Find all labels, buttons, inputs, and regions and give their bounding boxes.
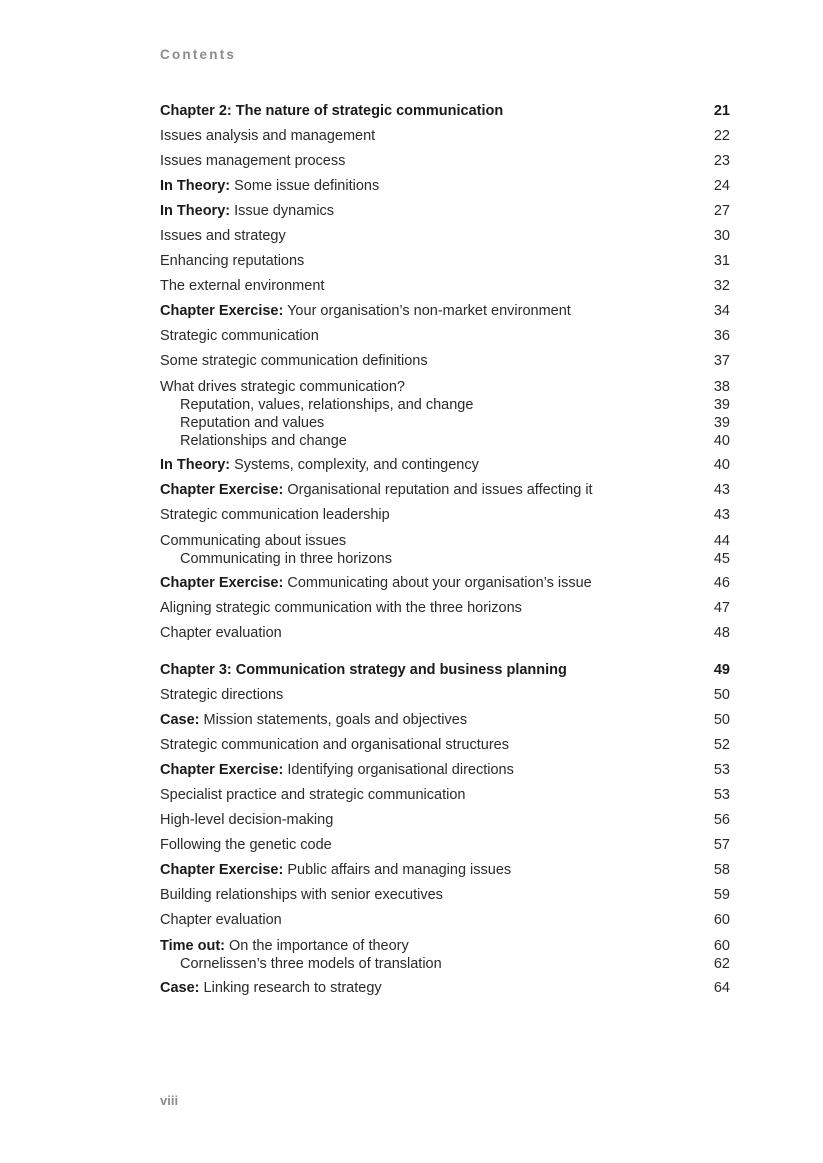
entry-page-number: 64 [713, 980, 730, 996]
entry-label [160, 503, 390, 528]
entry-label [160, 378, 405, 396]
entry-title: Issue dynamics [234, 203, 335, 219]
entry-page-number: 43 [713, 482, 730, 498]
entry-page-number: 40 [713, 432, 730, 449]
toc-entry [160, 933, 730, 976]
entry-label [160, 758, 514, 783]
entry-label [160, 833, 332, 858]
toc-entry[interactable] [160, 124, 730, 149]
toc-entry[interactable] [160, 858, 730, 883]
entry-label [160, 783, 465, 808]
entry-title: Some issue definitions [234, 178, 380, 194]
entry-page-number: 57 [713, 837, 730, 853]
toc-entry[interactable] [160, 808, 730, 833]
entry-prefix: Chapter Exercise: [160, 482, 284, 498]
entry-prefix: Chapter Exercise: [160, 303, 284, 319]
entry-label [160, 274, 324, 299]
toc-entry [160, 374, 730, 453]
toc-entry[interactable] [160, 349, 730, 374]
entry-title: Aligning strategic communication with the three horizons [160, 600, 522, 616]
toc-entry[interactable] [160, 596, 730, 621]
entry-label [160, 124, 375, 149]
entry-page-number: 40 [713, 457, 730, 473]
toc-entry[interactable] [160, 733, 730, 758]
entry-page-number: 39 [713, 414, 730, 431]
entry-title: Building relationships with senior executives [160, 887, 443, 903]
entry-title: Reputation and values [180, 414, 325, 431]
entry-label [160, 224, 286, 249]
entry-title: Chapter evaluation [160, 625, 282, 641]
entry-title: Issues analysis and management [160, 128, 376, 144]
entry-label [160, 299, 571, 324]
toc-subentry[interactable] [160, 414, 730, 432]
toc-entry[interactable] [160, 503, 730, 528]
entry-label [160, 349, 428, 374]
entry-label [180, 432, 347, 450]
page-number: viii [160, 1093, 179, 1108]
entry-title: Communicating in three horizons [180, 550, 392, 567]
entry-title: Relationships and change [180, 432, 347, 449]
toc-entry[interactable] [160, 299, 730, 324]
table-of-contents [160, 99, 730, 1013]
entry-page-number: 31 [713, 253, 730, 269]
chapter-section [160, 658, 730, 1001]
entry-page-number: 60 [713, 937, 730, 954]
entry-title: Enhancing reputations [160, 253, 305, 269]
entry-title: Strategic communication leadership [160, 507, 390, 523]
entry-label [160, 976, 382, 1001]
entry-title: Issues management process [160, 153, 346, 169]
entry-title: Some strategic communication definitions [160, 353, 428, 369]
entry-label [160, 808, 333, 833]
entry-page-number: 36 [713, 328, 730, 344]
entry-page-number: 23 [713, 153, 730, 169]
entry-prefix: Chapter Exercise: [160, 762, 284, 778]
toc-entry [160, 528, 730, 571]
entry-title: What drives strategic communication? [160, 378, 405, 395]
entry-page-number: 24 [713, 178, 730, 194]
running-head: Contents [160, 47, 237, 62]
toc-entry[interactable] [160, 683, 730, 708]
entry-label [160, 532, 346, 550]
entry-title: Strategic communication [160, 328, 319, 344]
chapter-title: Chapter 2: The nature of strategic communication [160, 103, 504, 119]
toc-subentry[interactable] [160, 432, 730, 454]
toc-entry[interactable] [160, 324, 730, 349]
entry-label [160, 478, 593, 503]
toc-entry-line[interactable] [160, 528, 730, 550]
toc-entry[interactable] [160, 621, 730, 646]
entry-label [180, 396, 473, 414]
entry-page-number: 50 [713, 687, 730, 703]
entry-page-number: 34 [713, 303, 730, 319]
entry-title: The external environment [160, 278, 325, 294]
toc-subentry[interactable] [160, 396, 730, 414]
toc-entry[interactable] [160, 708, 730, 733]
entry-label [160, 571, 592, 596]
entry-page-number: 48 [713, 625, 730, 641]
chapter-title: Chapter 3: Communication strategy and business planning [160, 662, 567, 678]
entry-title: Systems, complexity, and contingency [234, 457, 479, 473]
toc-entry[interactable] [160, 478, 730, 503]
entry-title: Issues and strategy [160, 228, 286, 244]
toc-entry[interactable] [160, 149, 730, 174]
toc-entry[interactable] [160, 453, 730, 478]
entry-page-number: 45 [713, 550, 730, 567]
entry-label [160, 683, 283, 708]
entry-page-number: 38 [713, 378, 730, 395]
toc-entry[interactable] [160, 908, 730, 933]
entry-label [160, 199, 334, 224]
entry-title: Cornelissen’s three models of translation [180, 955, 442, 972]
entry-page-number: 44 [713, 532, 730, 549]
entry-page-number: 30 [713, 228, 730, 244]
entry-title: Strategic communication and organisational structures [160, 737, 509, 753]
entry-label [160, 249, 304, 274]
entry-page-number: 60 [713, 912, 730, 928]
toc-entry[interactable] [160, 224, 730, 249]
entry-page-number: 58 [713, 862, 730, 878]
entry-prefix: Chapter Exercise: [160, 862, 284, 878]
entry-title: Specialist practice and strategic communication [160, 787, 466, 803]
entry-title: Communicating about your organisation’s issue [287, 575, 592, 591]
entry-label [160, 908, 282, 933]
entry-page-number: 59 [713, 887, 730, 903]
entry-prefix: In Theory: [160, 203, 231, 219]
toc-entry[interactable] [160, 249, 730, 274]
toc-entry[interactable] [160, 976, 730, 1001]
entry-prefix: In Theory: [160, 178, 231, 194]
toc-entry[interactable] [160, 833, 730, 858]
entry-title: Public affairs and managing issues [287, 862, 512, 878]
entry-page-number: 52 [713, 737, 730, 753]
entry-title: Organisational reputation and issues affecting it [287, 482, 593, 498]
chapter-heading[interactable] [160, 99, 730, 124]
entry-title: Your organisation’s non-market environment [287, 303, 571, 319]
chapter-heading[interactable] [160, 658, 730, 683]
entry-page-number: 32 [713, 278, 730, 294]
entry-label [180, 414, 324, 432]
entry-page-number: 39 [713, 396, 730, 413]
entry-page-number: 47 [713, 600, 730, 616]
entry-title: Identifying organisational directions [287, 762, 514, 778]
entry-label [180, 550, 392, 568]
chapter-section [160, 99, 730, 646]
entry-title: On the importance of theory [229, 937, 409, 954]
toc-entry-line[interactable] [160, 933, 730, 955]
entry-page-number: 53 [713, 787, 730, 803]
entry-prefix: Case: [160, 980, 200, 996]
entry-label [160, 453, 479, 478]
entry-title: Reputation, values, relationships, and change [180, 396, 474, 413]
toc-entry[interactable] [160, 274, 730, 299]
entry-page-number: 53 [713, 762, 730, 778]
entry-page-number: 46 [713, 575, 730, 591]
entry-label [160, 858, 511, 883]
entry-label [160, 324, 319, 349]
entry-title: Following the genetic code [160, 837, 332, 853]
toc-entry[interactable] [160, 571, 730, 596]
toc-subentry[interactable] [160, 550, 730, 572]
entry-prefix: Case: [160, 712, 200, 728]
entry-title: Linking research to strategy [203, 980, 382, 996]
chapter-page-number: 49 [713, 662, 730, 678]
toc-subentry[interactable] [160, 955, 730, 977]
entry-title: Communicating about issues [160, 532, 347, 549]
entry-label [160, 174, 379, 199]
entry-label [160, 621, 282, 646]
entry-page-number: 43 [713, 507, 730, 523]
toc-entry[interactable] [160, 783, 730, 808]
entry-prefix: In Theory: [160, 457, 231, 473]
entry-page-number: 56 [713, 812, 730, 828]
entry-title: High-level decision-making [160, 812, 334, 828]
entry-page-number: 50 [713, 712, 730, 728]
entry-title: Mission statements, goals and objectives [203, 712, 468, 728]
entry-label [160, 596, 522, 621]
toc-entry[interactable] [160, 758, 730, 783]
entry-page-number: 27 [713, 203, 730, 219]
entry-label [160, 733, 509, 758]
toc-entry[interactable] [160, 174, 730, 199]
entry-label [160, 937, 409, 955]
entry-label [160, 708, 467, 733]
toc-entry[interactable] [160, 883, 730, 908]
entry-label [180, 955, 442, 973]
toc-entry[interactable] [160, 199, 730, 224]
toc-entry-line[interactable] [160, 374, 730, 396]
entry-prefix: Chapter Exercise: [160, 575, 284, 591]
entry-page-number: 62 [713, 955, 730, 972]
entry-page-number: 37 [713, 353, 730, 369]
entry-label [160, 149, 345, 174]
entry-label [160, 883, 443, 908]
entry-title: Chapter evaluation [160, 912, 282, 928]
entry-page-number: 22 [713, 128, 730, 144]
entry-prefix: Time out: [160, 937, 225, 954]
chapter-page-number: 21 [713, 103, 730, 119]
entry-title: Strategic directions [160, 687, 284, 703]
